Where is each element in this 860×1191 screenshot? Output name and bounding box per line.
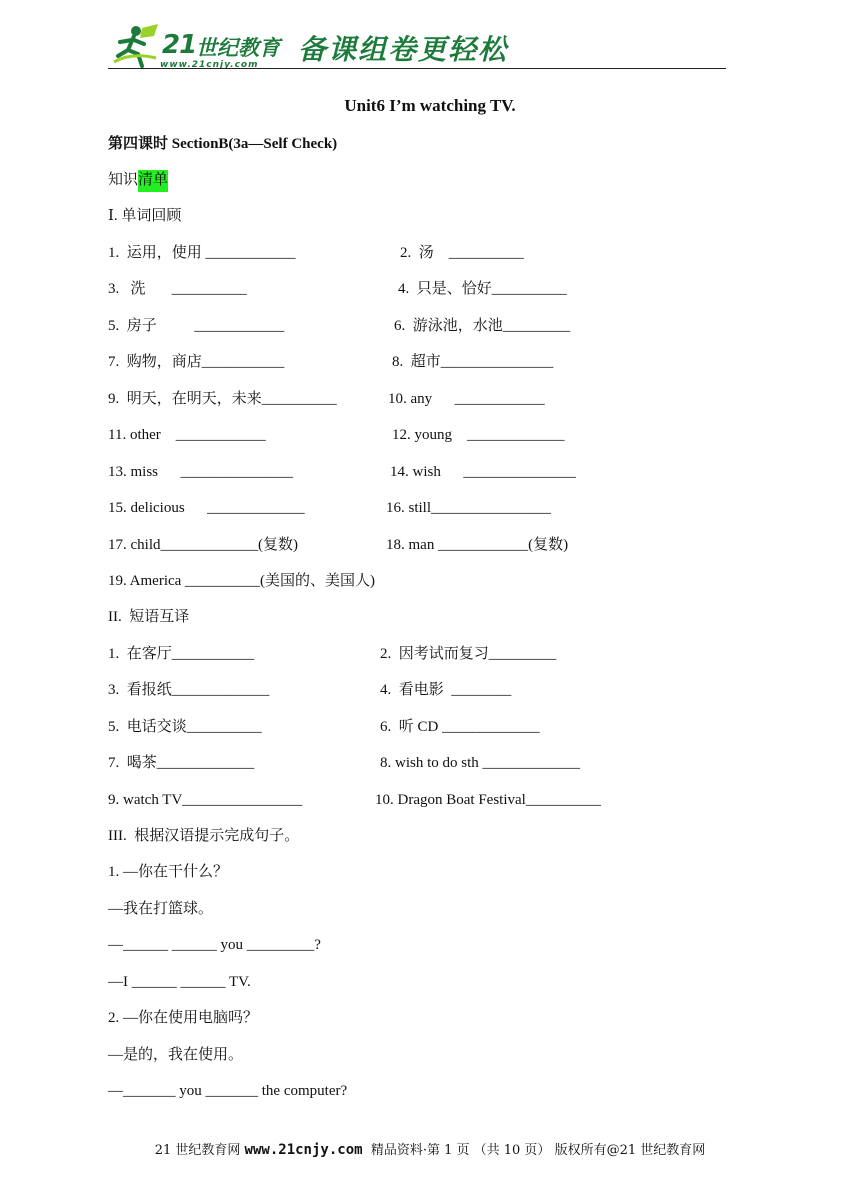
vocab-item-19: 19. America __________(美国的、美国人)	[108, 573, 376, 589]
vocab-item-14: 14. wish _______________	[390, 464, 576, 480]
phrase-item-3: 3. 看报纸_____________	[108, 682, 270, 698]
knowledge-heading	[108, 170, 168, 190]
vocab-item-17: 17. child_____________(复数)	[108, 537, 298, 553]
phrase-item-9: 9. watch TV________________	[108, 792, 303, 808]
sentence-line-6: —是的，我在使用。	[108, 1047, 244, 1063]
footer-right: 精品资料·第 1 页 （共 10 页） 版权所有@21 世纪教育网	[362, 1143, 706, 1158]
logo-text: 世纪教育	[196, 36, 280, 60]
header-banner	[108, 22, 726, 72]
runner-logo-icon	[112, 22, 162, 68]
phrase-item-6: 6. 听 CD _____________	[380, 719, 540, 735]
vocab-item-6: 6. 游泳池，水池_________	[394, 318, 571, 334]
page-footer	[0, 1139, 860, 1158]
vocab-item-11: 11. other ____________	[108, 427, 266, 443]
vocab-item-15: 15. delicious _____________	[108, 500, 305, 516]
vocab-item-1: 1. 运用，使用 ____________	[108, 245, 296, 261]
vocab-item-10: 10. any ____________	[388, 391, 545, 407]
vocab-item-16: 16. still________________	[386, 500, 552, 516]
sentence-line-4: —I ______ ______ TV.	[108, 974, 251, 990]
phrase-item-8: 8. wish to do sth _____________	[380, 755, 581, 771]
phrase-item-2: 2. 因考试而复习_________	[380, 646, 557, 662]
phrase-item-10: 10. Dragon Boat Festival__________	[375, 792, 601, 808]
page-title: Unit6 I’m watching TV.	[344, 96, 516, 115]
vocab-item-7: 7. 购物，商店___________	[108, 354, 285, 370]
vocab-item-12: 12. young _____________	[392, 427, 565, 443]
sentence-line-7: —_______ you _______ the computer?	[108, 1083, 348, 1099]
knowledge-prefix: 知识	[108, 172, 139, 188]
sentence-line-1: 1. —你在干什么？	[108, 864, 229, 880]
section-1-heading: Ⅰ. 单词回顾	[108, 208, 182, 224]
footer-site-link[interactable]: www.21cnjy.com	[244, 1142, 363, 1158]
phrase-item-5: 5. 电话交谈__________	[108, 719, 262, 735]
vocab-item-2: 2. 汤 __________	[400, 245, 524, 261]
sentence-line-5: 2. —你在使用电脑吗？	[108, 1010, 259, 1026]
header-slogan: 备课组卷更轻松	[298, 33, 509, 66]
phrase-item-1: 1. 在客厅___________	[108, 646, 255, 662]
vocab-item-5: 5. 房子 ____________	[108, 318, 285, 334]
vocab-item-8: 8. 超市_______________	[392, 354, 554, 370]
vocab-item-3: 3. 洗 __________	[108, 281, 247, 297]
header-divider	[108, 68, 726, 69]
vocab-item-9: 9. 明天，在明天，未来__________	[108, 391, 337, 407]
sentence-line-2: —我在打篮球。	[108, 901, 214, 917]
lesson-subtitle: 第四课时 SectionB(3a—Self Check)	[108, 136, 338, 152]
vocab-item-4: 4. 只是、恰好__________	[398, 281, 567, 297]
logo-url: www.21cnjy.com	[160, 60, 259, 70]
vocab-item-18: 18. man ____________(复数)	[386, 537, 569, 553]
phrase-item-7: 7. 喝茶_____________	[108, 755, 255, 771]
footer-left: 21 世纪教育网	[154, 1143, 245, 1158]
knowledge-highlight: 清单	[138, 170, 168, 192]
section-3-heading: III. 根据汉语提示完成句子。	[108, 828, 300, 844]
vocab-item-13: 13. miss _______________	[108, 464, 294, 480]
sentence-line-3: —______ ______ you _________?	[108, 937, 321, 953]
section-2-heading: II. 短语互译	[108, 609, 190, 625]
phrase-item-4: 4. 看电影 ________	[380, 682, 512, 698]
logo-number: 21	[162, 30, 197, 60]
